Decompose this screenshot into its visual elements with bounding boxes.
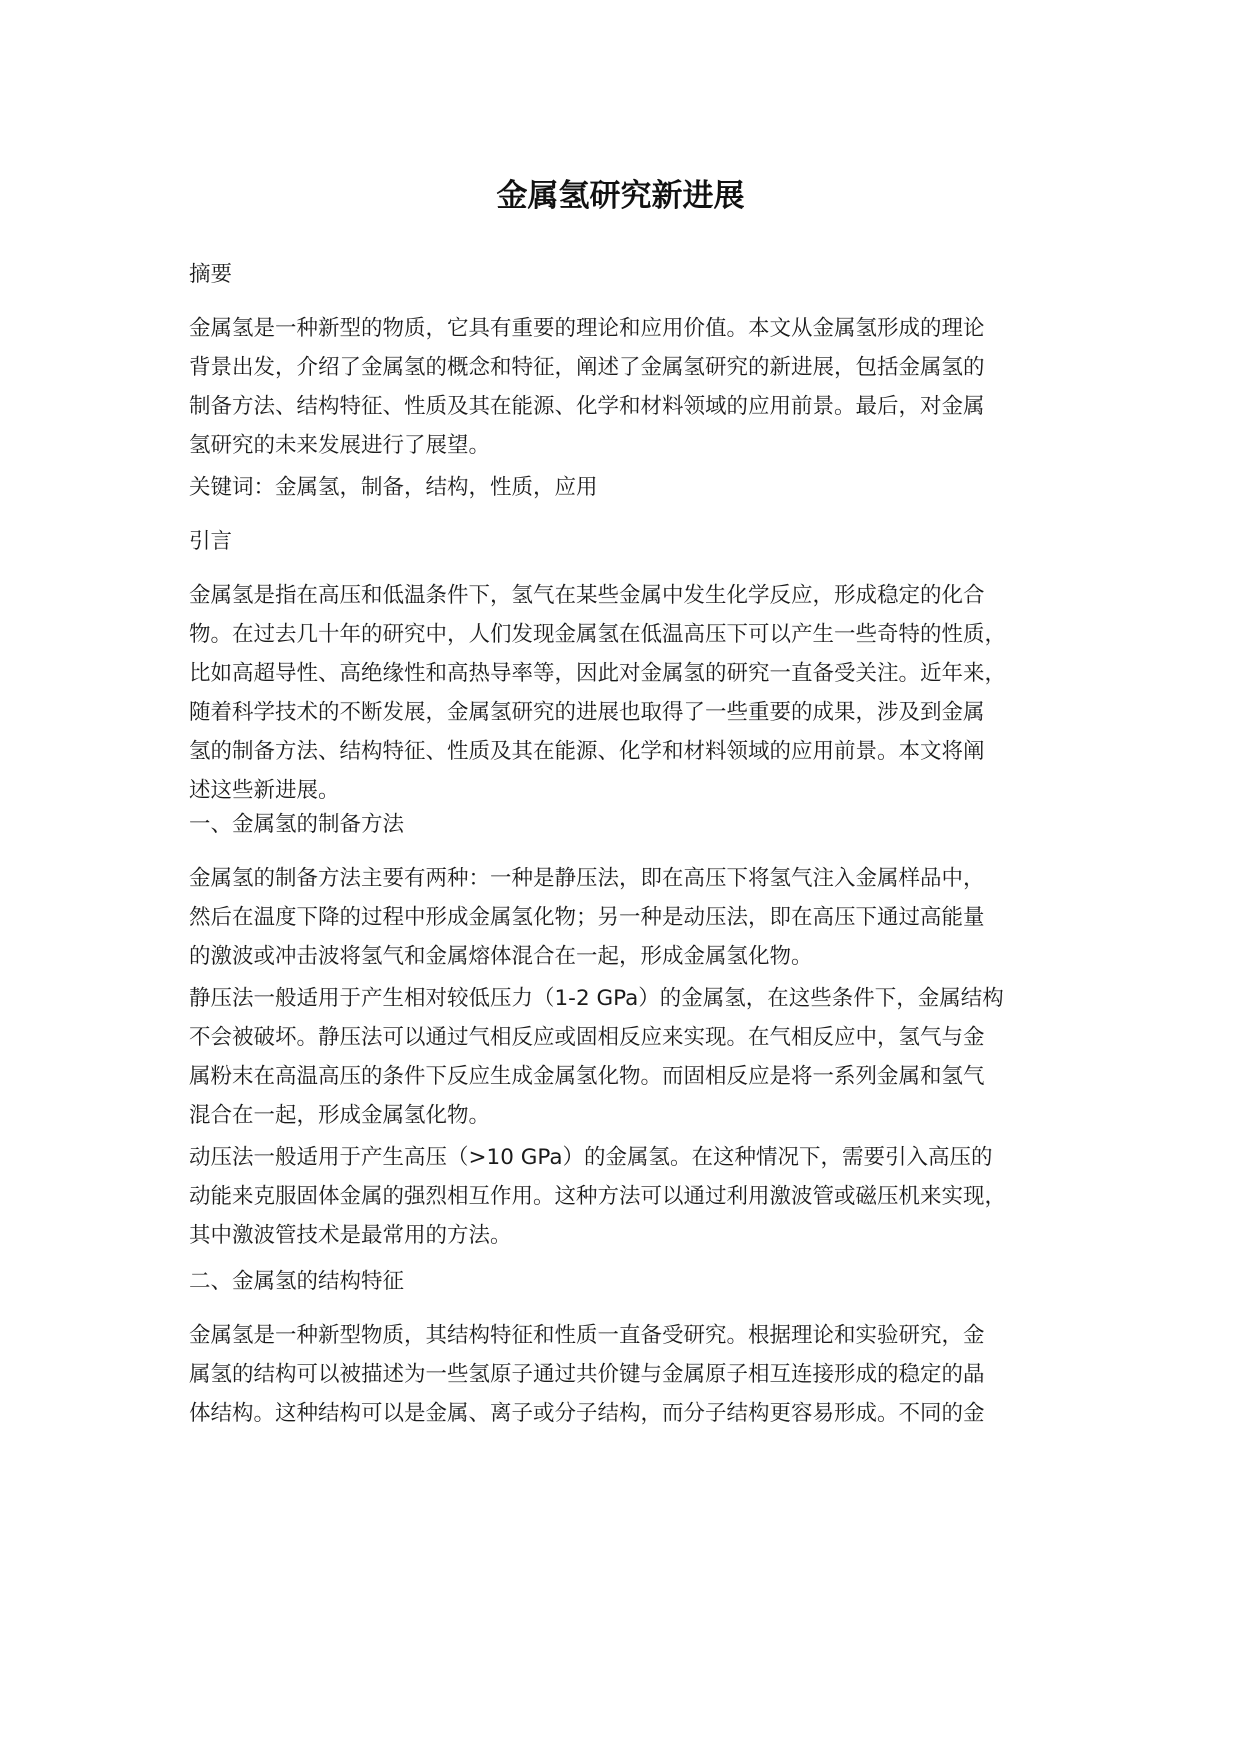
section2-paragraph-1 xyxy=(189,1316,1081,1433)
text-line: 金属氢是指在高压和低温条件下，氢气在某些金属中发生化学反应，形成稳定的化合 xyxy=(189,583,985,608)
text-line: 其中激波管技术是最常用的方法。 xyxy=(189,1223,512,1248)
keywords-line: 关键词：金属氢，制备，结构，性质，应用 xyxy=(189,475,598,500)
text-line: 混合在一起，形成金属氢化物。 xyxy=(189,1103,491,1128)
text-line: 金属氢的制备方法主要有两种：一种是静压法，即在高压下将氢气注入金属样品中， xyxy=(189,866,985,891)
text-line: 属氢的结构可以被描述为一些氢原子通过共价键与金属原子相互连接形成的稳定的晶 xyxy=(189,1362,985,1387)
abstract-paragraph xyxy=(189,309,1081,465)
intro-heading: 引言 xyxy=(189,529,233,554)
text-line: 背景出发，介绍了金属氢的概念和特征，阐述了金属氢研究的新进展，包括金属氢的 xyxy=(189,355,985,380)
text-line: 氢的制备方法、结构特征、性质及其在能源、化学和材料领域的应用前景。本文将阐 xyxy=(189,739,985,764)
section1-paragraph-3 xyxy=(189,1138,1081,1255)
abstract-heading: 摘要 xyxy=(189,262,233,287)
document-title: 金属氢研究新进展 xyxy=(496,178,745,214)
text-line: 随着科学技术的不断发展，金属氢研究的进展也取得了一些重要的成果，涉及到金属 xyxy=(189,700,985,725)
section1-paragraph-2 xyxy=(189,979,1081,1135)
section1-heading: 一、金属氢的制备方法 xyxy=(189,812,405,837)
text-line: 制备方法、结构特征、性质及其在能源、化学和材料领域的应用前景。最后，对金属 xyxy=(189,394,985,419)
text-line: 比如高超导性、高绝缘性和高热导率等，因此对金属氢的研究一直备受关注。近年来， xyxy=(189,661,1007,686)
text-line: 物。在过去几十年的研究中，人们发现金属氢在低温高压下可以产生一些奇特的性质， xyxy=(189,622,1007,647)
intro-paragraph xyxy=(189,576,1081,810)
text-line: 的激波或冲击波将氢气和金属熔体混合在一起，形成金属氢化物。 xyxy=(189,944,813,969)
text-line: 动压法一般适用于产生高压（>10 GPa）的金属氢。在这种情况下，需要引入高压的 xyxy=(189,1145,993,1170)
text-line: 金属氢是一种新型物质，其结构特征和性质一直备受研究。根据理论和实验研究，金 xyxy=(189,1323,985,1348)
text-line: 属粉末在高温高压的条件下反应生成金属氢化物。而固相反应是将一系列金属和氢气 xyxy=(189,1064,985,1089)
text-line: 体结构。这种结构可以是金属、离子或分子结构，而分子结构更容易形成。不同的金 xyxy=(189,1401,985,1426)
text-line: 金属氢是一种新型的物质，它具有重要的理论和应用价值。本文从金属氢形成的理论 xyxy=(189,316,985,341)
text-line: 然后在温度下降的过程中形成金属氢化物；另一种是动压法，即在高压下通过高能量 xyxy=(189,905,985,930)
text-line: 氢研究的未来发展进行了展望。 xyxy=(189,433,491,458)
text-line: 述这些新进展。 xyxy=(189,778,340,803)
section2-heading: 二、金属氢的结构特征 xyxy=(189,1269,405,1294)
text-line: 动能来克服固体金属的强烈相互作用。这种方法可以通过利用激波管或磁压机来实现， xyxy=(189,1184,1007,1209)
text-line: 不会被破坏。静压法可以通过气相反应或固相反应来实现。在气相反应中，氢气与金 xyxy=(189,1025,985,1050)
section1-paragraph-1 xyxy=(189,859,1081,976)
text-line: 静压法一般适用于产生相对较低压力（1-2 GPa）的金属氢，在这些条件下，金属结构 xyxy=(189,986,1004,1011)
